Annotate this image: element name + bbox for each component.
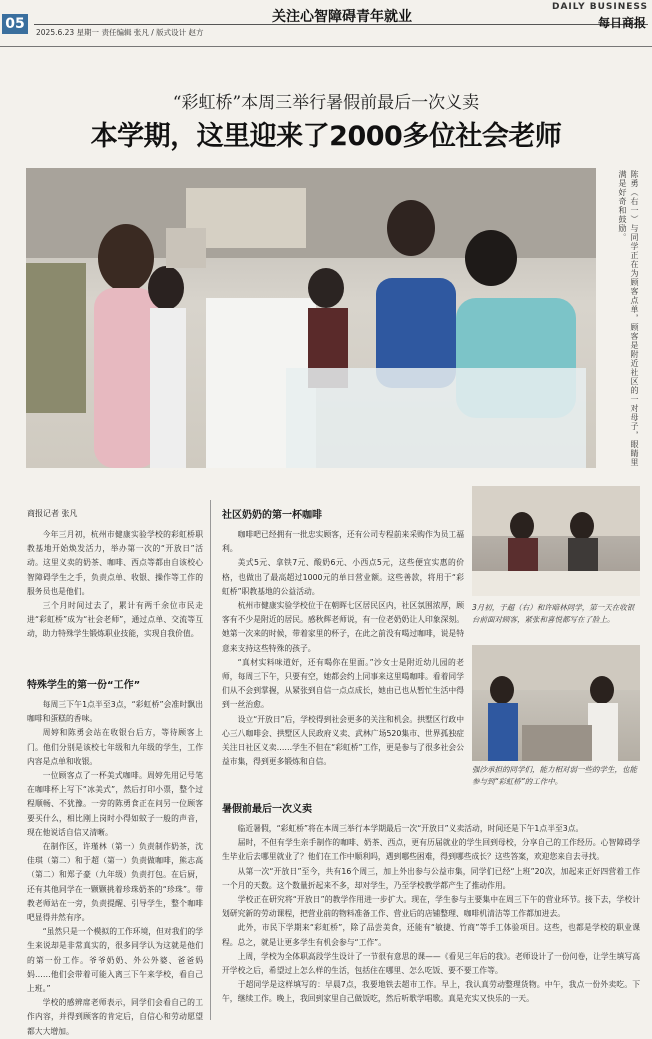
column-2-body (222, 528, 464, 769)
side-photo-1-caption: 3月初，于超（右）和许暗林同学，第一天在收银台前面对顾客，紧张和喜悦都写在了脸上。 (472, 603, 635, 624)
page-number: 05 (2, 14, 28, 34)
paragraph: 此外，市民下学期来“彩虹桥”，除了品尝美食，还能有“敏捷、竹商”等手工体验项目。这些，也都是学校的职业课程。总之，就是让更多学生有机会参与“工作”。 (222, 923, 640, 947)
side-photo-2-caption: 强沙承担的同学们，能力相对弱一些的学生，也能参与到“彩虹桥”的工作中。 (472, 765, 637, 786)
subheading-3: 暑假前最后一次义卖 (222, 804, 312, 815)
paragraph: 三个月时间过去了，累计有两千余位市民走进“彩虹桥”成为“社会老师”，通过点单、交流等互动，助力特殊学生锻炼职业技能，实现自我价值。 (27, 601, 203, 639)
side-photo-1-illustration (472, 486, 640, 596)
column-3-body (222, 822, 640, 1007)
main-photo-illustration (26, 168, 596, 468)
section-title: 关注心智障碍青年就业 (272, 9, 412, 25)
subheading-2: 社区奶奶的第一杯咖啡 (222, 510, 322, 521)
paragraph: 上周，学校为全体职高段学生设计了一节很有意思的课——《看见三年后的我》。老师设计了一份问卷，让学生填写高开学校之后，希望过上怎么样的生活，包括住在哪里、怎么吃饭、要不要工作等。 (222, 951, 640, 976)
paragraph: 周婷和陈勇会站在收银台后方，等待顾客上门。他们分别是该校七年级和九年级的学生，工作内容是点单和收银。 (27, 728, 203, 766)
main-photo-caption: 陈勇（右一）与同学正在为顾客点单，顾客是附近社区的一对母子，眼睛里满是好奇和鼓励。 (618, 170, 639, 467)
paragraph: “虽然只是一个模拟的工作环境，但对我们的学生来说却是非常真实的，很多同学认为这就是他们的第一份工作。爷爷奶奶、外公外婆、爸爸妈妈……他们会带着可能入离三下午来学校，看自己上班。” (27, 927, 203, 994)
side-photo-2 (472, 645, 640, 761)
subheading-1: 特殊学生的第一份“工作” (27, 680, 141, 691)
publication-name-en: DAILY BUSINESS (551, 2, 648, 12)
issue-meta: 2025.6.23 星期一 责任编辑 张凡 / 版式设计 赵方 (36, 28, 204, 37)
main-photo (26, 168, 596, 468)
paragraph: 设立“开放日”后，学校得到社会更多的关注和机会。拱墅区行政中心三八咖啡会、拱墅区人民政府义卖、武林广场520集市、世界孤独症关注日社区义卖……学生不但在“彩虹桥”工作，更是参与了很多社会公益市集，得到更多锻炼和自信。 (222, 714, 464, 767)
page-header (0, 0, 652, 48)
publication-name-cn: 每日商报 (597, 16, 646, 30)
side-photo-2-illustration (472, 645, 640, 761)
column-1-intro (27, 528, 203, 642)
paragraph: “真材实料味道好，还有喝你在里面。”沙女士是附近幼儿园的老师，每周三下午，只要有空，她都会约上同事来这里喝咖啡。看着同学们从不会到掌握，从紧张到自信一点点成长，她由已也从暂忙生活中得到一丝治愈。 (222, 657, 464, 710)
byline: 商报记者 张凡 (27, 509, 78, 518)
article-kicker: “彩虹桥”本周三举行暑假前最后一次义卖 (172, 93, 480, 113)
paragraph: 今年三月初，杭州市健康实验学校的彩虹桥职教基地开始焕发活力，举办第一次的“开放日”活动。这里义卖的奶茶、咖啡、西点等都由自该校心智障碍学生之手，负责点单、收银、操作等工作的服务员也是他们。 (27, 530, 203, 596)
paragraph: 每周三下午1点半至3点，“彩虹桥”会准时飘出咖啡和蛋糕的香味。 (27, 700, 203, 724)
paragraph: 咖啡吧已经拥有一批忠实顾客，还有公司专程前来采购作为员工福利。 (222, 530, 464, 554)
paragraph: 学校正在研究将“开放日”的教学作用进一步扩大。现在，学生参与主要集中在周三下午的营业环节。接下去，学校计划研究新的劳动课程，把营业前的物料准备工作、营业后的店铺整理、咖啡机清洁等工作都加进去。 (222, 895, 640, 919)
paragraph: 临近暑假，“彩虹桥”将在本周三举行本学期最后一次“开放日”义卖活动，时间还是下午1点半至3点。 (237, 824, 584, 833)
column-divider (210, 500, 211, 1020)
paragraph: 于超同学是这样填写的：早晨7点，我要地铁去超市工作。早上，我认真劳动整理货物。中午，我点一份外卖吃。下午，继续工作。晚上，我回到家里自己做饭吃，然后听歌学唱歌。真是充实又快乐的一天。 (222, 980, 640, 1004)
side-photo-1 (472, 486, 640, 596)
article-headline: 本学期，这里迎来了2000多位社会老师 (90, 121, 562, 152)
header-bottom-rule (0, 46, 652, 47)
paragraph: 在制作区，许瑾林（第一）负责制作奶茶，沈佳琪（第二）和于超（第一）负责做咖啡，熊志高（第二）和郑子豪（九年级）负责打包。在后厨，还有其他同学在一颗颗挑着珍珠奶茶的“珍珠”。带教老师站在一旁，负责提醒、引导学生，整个咖啡吧显得井然有序。 (27, 842, 203, 923)
paragraph: 一位顾客点了一杯美式咖啡。周婷先用记号笔在咖啡杯上写下“冰美式”，然后打印小票，整个过程顺畅、不犹豫。一旁的陈勇食正在问另一位顾客要买什么，相比刚上岗时小得如蚊子一般的声音，现在他说话自信又清晰。 (27, 771, 203, 837)
paragraph: 美式5元、拿铁7元、酸奶6元、小西点5元，这些便宜实惠的价格，也做出了最高超过1000元的单日营业额。这些善款，将用于“彩虹桥”职教基地的公益活动。 (222, 558, 464, 596)
column-1-body (27, 698, 203, 1039)
paragraph: 杭州市健康实验学校位于在朝晖七区居民区内，社区氛围浓厚，顾客有不少是附近的居民。感秋辉老师说，有一位老奶奶让人印象深刻。她第一次来的时候，带着家里的杯子，在此之前没有喝过咖啡，说是特意来支持这些特殊的孩子。 (222, 601, 464, 653)
paragraph: 从第一次“开放日”至今，共有16个周三，加上外出参与公益市集，同学们已经“上班”20次，加起来正好四营着工作一个月的天数。这个数量折起来不多，却对学生，乃至学校教学都产生了推动作用。 (222, 866, 640, 890)
paragraph: 届时，不但有学生亲手制作的咖啡、奶茶、西点，更有历届就业的学生回到母校，分享自己的工作经历。心智障碍学生毕业后去哪里就业了？他们在工作中顺利吗，遇到哪些困难，得到哪些成长？这些答案，欢迎您来自去寻找。 (222, 838, 640, 862)
paragraph: 学校的感辨席老师表示，同学们会看自己的工作内容，并得到顾客的肯定后，自信心和劳动愿望都大大增加。 (27, 998, 203, 1036)
